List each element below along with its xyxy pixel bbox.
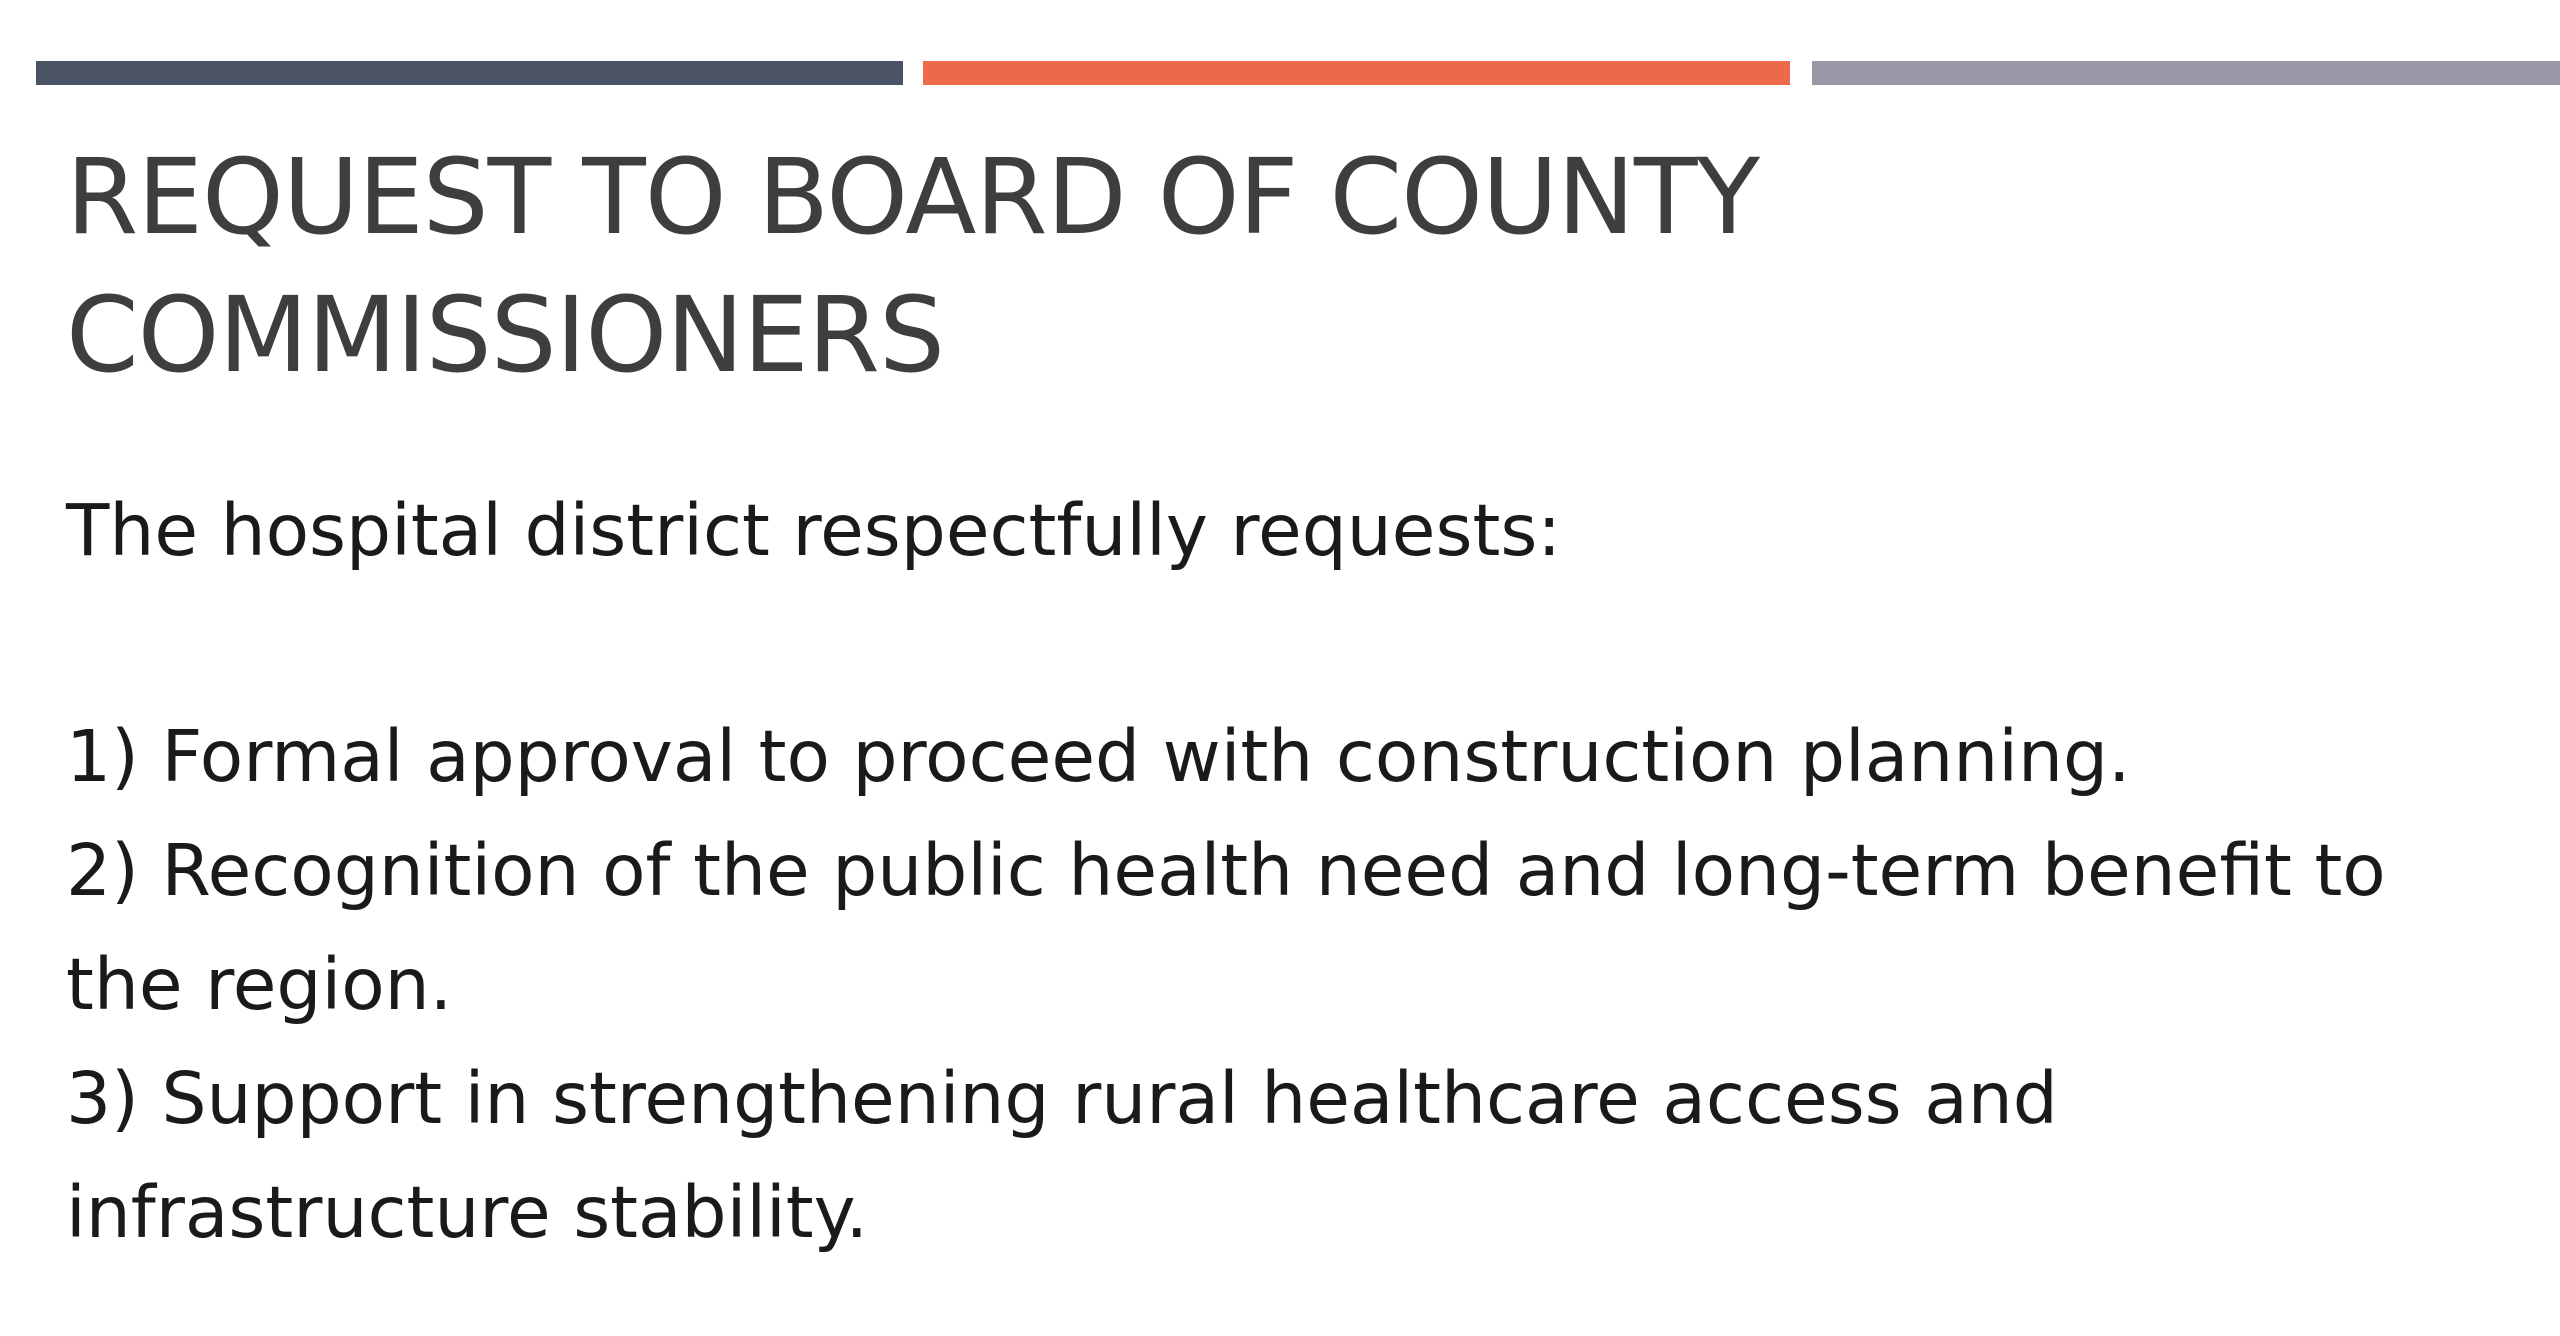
slide-title: [66, 128, 2366, 404]
slide-title-line-1: REQUEST TO BOARD OF COUNTY: [66, 136, 1759, 258]
request-item-3: 3) Support in strengthening rural healthcare access and infrastructure stability.: [66, 1057, 2058, 1254]
request-list: [66, 700, 2506, 1270]
top-rule-slate: [36, 61, 903, 85]
intro-text: The hospital district respectfully requests:: [66, 489, 1562, 572]
top-rule-orange: [923, 61, 1790, 85]
slide-title-line-2: COMMISSIONERS: [66, 274, 944, 396]
request-item-2: 2) Recognition of the public health need and long-term benefit to the region.: [66, 829, 2386, 1026]
request-item-1: 1) Formal approval to proceed with construction planning.: [66, 715, 2131, 798]
top-rule-gray: [1812, 61, 2560, 85]
